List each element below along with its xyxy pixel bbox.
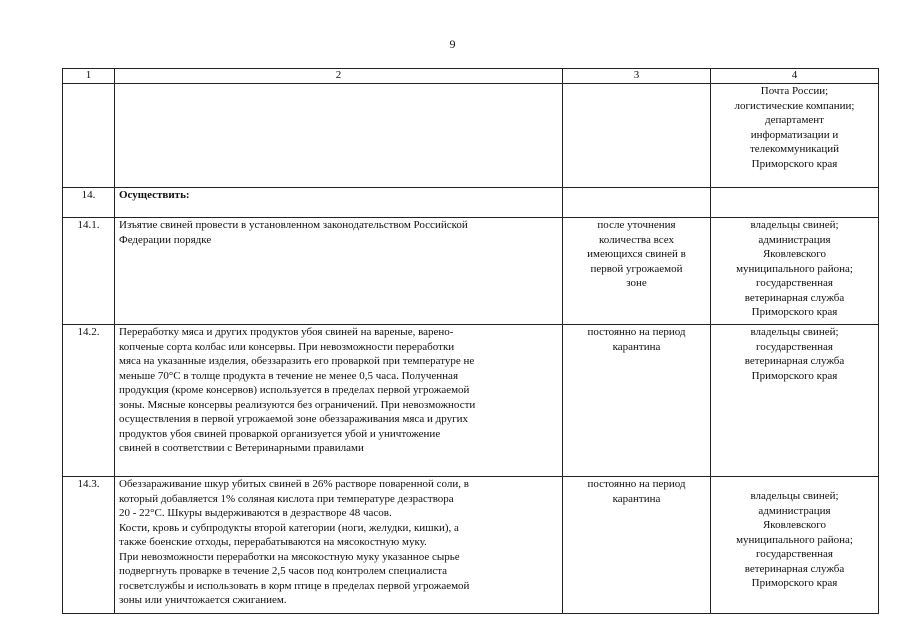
description-line: При невозможности переработки на мясокостную муку указанное сырье bbox=[119, 550, 460, 563]
row-term bbox=[563, 477, 711, 614]
description-line: госветслужбы и использовать в корм птице в пределах первой угрожаемой bbox=[119, 579, 470, 592]
term-line: количества всех bbox=[599, 233, 674, 246]
responsible-line: администрация bbox=[758, 233, 831, 246]
section-number: 14. bbox=[63, 188, 115, 218]
responsible-line: Приморского края bbox=[751, 369, 838, 382]
description-line: Обеззараживание шкур убитых свиней в 26% растворе поваренной соли, в bbox=[119, 478, 469, 490]
row-number: 14.2. bbox=[63, 325, 115, 477]
row-number: 14.1. bbox=[63, 218, 115, 325]
responsible-line: ветеринарная служба bbox=[744, 355, 845, 367]
description-line: свиней в соответствии с Ветеринарными правилами bbox=[119, 442, 364, 454]
header-col-3: 3 bbox=[563, 69, 711, 84]
responsible-line: Яковлевского bbox=[762, 248, 827, 260]
responsible-line: владельцы свиней; bbox=[750, 326, 839, 338]
responsible-line: администрация bbox=[758, 504, 831, 517]
description-line: зоны или уничтожается сжиганием. bbox=[119, 594, 287, 606]
description-line: осуществления в первой угрожаемой зоне обеззараживания мяса и других bbox=[119, 413, 469, 425]
row-description bbox=[115, 325, 563, 477]
cell-term bbox=[563, 84, 711, 188]
table-header-row bbox=[63, 69, 879, 84]
term-line: зоне bbox=[626, 277, 647, 289]
row-number: 14.3. bbox=[63, 477, 115, 614]
page-number: 9 bbox=[449, 37, 456, 51]
table-row-continuation bbox=[63, 84, 879, 188]
cell-responsible bbox=[711, 84, 879, 188]
cell-desc bbox=[115, 84, 563, 188]
responsible-line: государственная bbox=[756, 277, 833, 289]
responsible-line: государственная bbox=[756, 548, 833, 560]
responsible-line: ветеринарная служба bbox=[744, 291, 845, 304]
cell-responsible bbox=[711, 188, 879, 218]
table-row bbox=[63, 218, 879, 325]
responsible-line: телекоммуникаций bbox=[749, 143, 840, 155]
responsible-line: владельцы свиней; bbox=[750, 490, 839, 502]
description-line: Изъятие свиней провести в установленном законодательством Российской bbox=[119, 219, 468, 231]
section-title: Осуществить: bbox=[115, 188, 563, 218]
responsible-line: муниципального района; bbox=[736, 262, 853, 275]
description-line: копченые сорта колбас или консервы. При невозможности переработки bbox=[119, 340, 455, 353]
table-row bbox=[63, 477, 879, 614]
term-line: карантина bbox=[612, 492, 661, 505]
header-col-1: 1 bbox=[63, 69, 115, 84]
responsible-line: логистические компании; bbox=[734, 99, 855, 112]
description-line: Федерации порядке bbox=[119, 233, 212, 246]
cell-term bbox=[563, 188, 711, 218]
responsible-line: муниципального района; bbox=[736, 533, 853, 546]
term-line: карантина bbox=[612, 340, 661, 353]
term-line: после уточнения bbox=[597, 219, 676, 231]
description-line: продуктов убоя свиней проваркой организуется убой и уничтожение bbox=[119, 427, 441, 440]
row-responsible bbox=[711, 477, 879, 614]
row-responsible bbox=[711, 218, 879, 325]
responsible-line: Приморского края bbox=[751, 306, 838, 318]
table-row bbox=[63, 325, 879, 477]
row-description bbox=[115, 218, 563, 325]
description-line: подвергнуть проварке в течение 2,5 часов под контролем специалиста bbox=[119, 565, 448, 577]
term-line: имеющихся свиней в bbox=[587, 248, 686, 260]
description-line: меньше 70°С в толще продукта в течение не менее 0,5 часа. Полученная bbox=[119, 369, 459, 382]
term-line: постоянно на период bbox=[587, 478, 686, 490]
responsible-line: Приморского края bbox=[751, 157, 838, 170]
responsible-line: департамент bbox=[765, 114, 824, 126]
description-line: который добавляется 1% соляная кислота при температуре дезраствора bbox=[119, 492, 454, 505]
responsible-line: Приморского края bbox=[751, 577, 838, 589]
description-line: мяса на указанные изделия, обеззаразить его проваркой при температуре не bbox=[119, 355, 475, 367]
description-line: Кости, кровь и субпродукты второй категории (ноги, желудки, кишки), а bbox=[119, 521, 459, 534]
responsible-line: Почта России; bbox=[760, 85, 829, 97]
table-row-section bbox=[63, 188, 879, 218]
responsible-line: государственная bbox=[756, 340, 833, 353]
description-line: продукция (кроме консервов) используется в пределах первой угрожаемой bbox=[119, 384, 470, 396]
header-col-4: 4 bbox=[711, 69, 879, 84]
cell-num bbox=[63, 84, 115, 188]
responsible-line: ветеринарная служба bbox=[744, 562, 845, 575]
row-description bbox=[115, 477, 563, 614]
description-line: Переработку мяса и других продуктов убоя свиней на вареные, варено- bbox=[119, 326, 454, 338]
row-term bbox=[563, 218, 711, 325]
header-col-2: 2 bbox=[115, 69, 563, 84]
row-responsible bbox=[711, 325, 879, 477]
description-line: 20 - 22°С. Шкуры выдерживаются в дезрастворе 48 часов. bbox=[119, 507, 392, 519]
description-line: зоны. Мясные консервы реализуются без ограничений. При невозможности bbox=[119, 398, 476, 411]
term-line: постоянно на период bbox=[587, 326, 686, 338]
measures-table bbox=[62, 68, 879, 614]
description-line: также боенские отходы, перерабатываются на мясокостную муку. bbox=[119, 536, 427, 548]
responsible-line: информатизации и bbox=[750, 128, 839, 141]
responsible-line: Яковлевского bbox=[762, 519, 827, 531]
term-line: первой угрожаемой bbox=[590, 262, 683, 275]
row-term bbox=[563, 325, 711, 477]
responsible-line: владельцы свиней; bbox=[750, 219, 839, 231]
